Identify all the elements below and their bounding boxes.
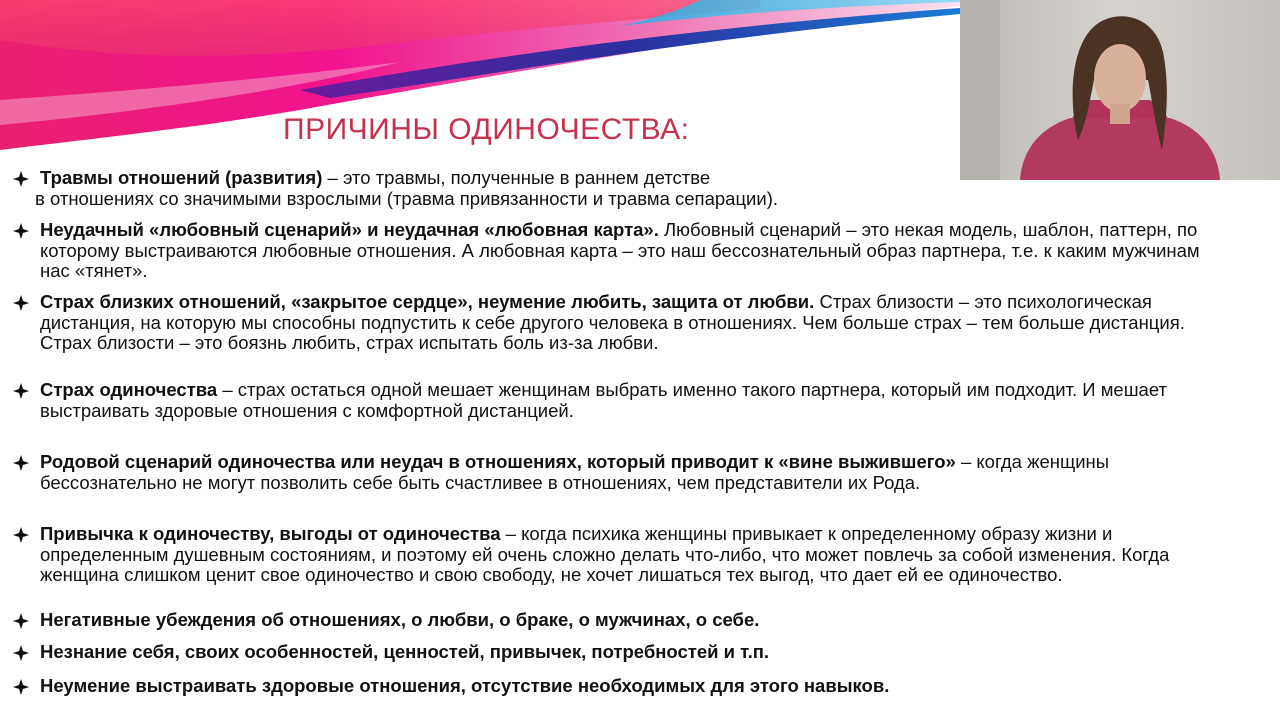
list-item-heading: Привычка к одиночеству, выгоды от одиночества xyxy=(40,523,501,544)
list-item-text xyxy=(40,220,1212,282)
list-item-body: – страх остаться одной мешает женщинам выбрать именно такого партнера, который им подходит. И мешает выстраивать здоровые отношения с комфортной дистанцией. xyxy=(40,379,1167,421)
list-item-heading: Страх одиночества xyxy=(40,379,218,400)
diamond-bullet-icon xyxy=(12,382,30,400)
list-item-text xyxy=(40,642,1212,663)
list-item-heading: Страх близких отношений, «закрытое сердце», неумение любить, защита от любви. xyxy=(40,291,815,312)
list-item-body: – это травмы, полученные в раннем детстве xyxy=(322,167,711,188)
list-item-heading: Неумение выстраивать здоровые отношения, отсутствие необходимых для этого навыков. xyxy=(40,675,890,696)
list-item xyxy=(12,452,1212,493)
list-item-text xyxy=(40,292,1212,354)
list-item-text xyxy=(40,610,1212,631)
presenter-webcam xyxy=(960,0,1280,180)
diamond-bullet-icon xyxy=(12,170,30,188)
list-item xyxy=(12,676,1212,697)
list-item-heading: Незнание себя, своих особенностей, ценностей, привычек, потребностей и т.п. xyxy=(40,641,770,662)
presenter-video-icon xyxy=(960,0,1280,180)
list-item-text xyxy=(40,380,1212,421)
list-item xyxy=(12,380,1212,421)
diamond-bullet-icon xyxy=(12,644,30,662)
list-item xyxy=(12,292,1212,354)
list-item-body: Любовный сценарий – это некая модель, шаблон, паттерн, по которому выстраиваются любовные отношения. А любовная карта – это наш бессознательный образ партнера, т.е. к каким мужчинам нас «тянет». xyxy=(40,219,1200,281)
diamond-bullet-icon xyxy=(12,612,30,630)
list-item-heading: Негативные убеждения об отношениях, о любви, о браке, о мужчинах, о себе. xyxy=(40,609,760,630)
list-item-body: – когда психика женщины привыкает к определенному образу жизни и определенным душевным состояниям, и поэтому ей очень сложно делать что-либо, что может повлечь за собой изменения. Когда женщина слишком ценит свое одиночество и свою свободу, не хочет лишаться тех выгод, что дает ей ее одиночество. xyxy=(40,523,1170,585)
list-item xyxy=(12,642,1212,663)
list-item-heading: Неудачный «любовный сценарий» и неудачная «любовная карта». xyxy=(40,219,659,240)
diamond-bullet-icon xyxy=(12,526,30,544)
diamond-bullet-icon xyxy=(12,222,30,240)
list-item-body: Страх близости – это психологическая дистанция, на которую мы способны подпустить к себе другого человека в отношениях. Чем больше страх – тем больше дистанция. Страх близости – это боязнь любить, страх испытать боль из-за любви. xyxy=(40,291,1185,353)
list-item xyxy=(12,610,1212,631)
list-item xyxy=(12,220,1212,282)
list-item-text xyxy=(40,524,1212,586)
list-item-text xyxy=(40,452,1212,493)
diamond-bullet-icon xyxy=(12,678,30,696)
diamond-bullet-icon xyxy=(12,294,30,312)
list-item xyxy=(12,524,1212,586)
list-item-heading: Травмы отношений (развития) xyxy=(40,167,323,188)
list-item-continuation: в отношениях со значимыми взрослыми (травма привязанности и травма сепарации). xyxy=(35,187,779,209)
list-item-body: – когда женщины бессознательно не могут позволить себе быть счастливее в отношениях, чем представители их Рода. xyxy=(40,451,1110,493)
slide-title: ПРИЧИНЫ ОДИНОЧЕСТВА: xyxy=(283,113,690,146)
list-item-text xyxy=(40,676,1212,697)
list-item-heading: Родовой сценарий одиночества или неудач в отношениях, который приводит к «вине выжившего» xyxy=(40,451,956,472)
diamond-bullet-icon xyxy=(12,454,30,472)
